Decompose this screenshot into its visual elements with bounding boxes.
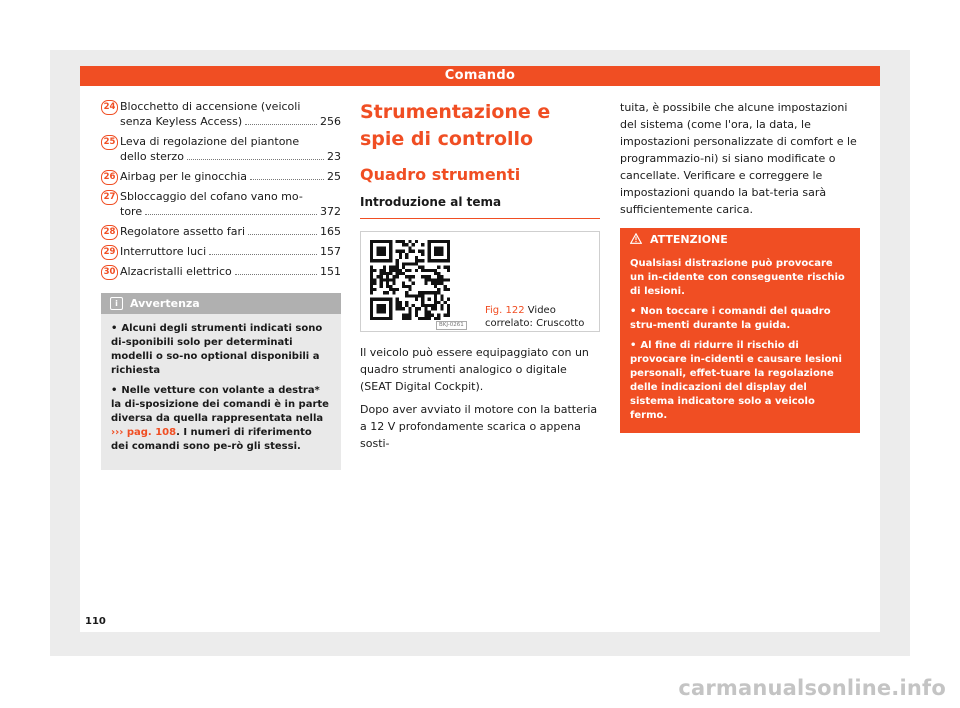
note-title: Avvertenza [130,297,200,310]
legend-item [101,264,341,279]
legend-item [101,189,341,219]
note-body [101,314,341,470]
info-icon: i [110,297,123,310]
legend-page-ref[interactable]: 25 [327,170,341,183]
legend-list [101,99,341,279]
topic-title: Introduzione al tema [360,194,600,219]
callout-number-icon: 29 [101,245,118,260]
qr-code-icon[interactable] [370,240,450,320]
section-title: Strumentazione e spie di controllo [360,101,551,150]
leader-dots [235,274,317,275]
body-paragraph: tuita, è possibile che alcune impostazioni del sistema (come l'ora, la data, le impostazioni personalizzate di comfort e le programmazio-ni) si siano modificate o cancellate. Verificare e correggere le impostazioni quando la bat-teria sarà sufficientemente carica. [620,101,857,216]
legend-page-ref[interactable]: 23 [327,150,341,163]
legend-text: Regolatore assetto fari [120,225,246,238]
callout-number-icon: 24 [101,100,118,115]
warning-triangle-icon [630,233,642,247]
legend-item [101,169,341,184]
subsection-title: Quadro strumenti [360,165,521,184]
legend-page-ref[interactable]: 157 [320,245,341,258]
warning-text: Qualsiasi distrazione può provocare un in-cidente con conseguente rischio di lesioni. [630,258,845,297]
legend-item [101,224,341,239]
leader-dots [145,214,317,215]
legend-page-ref[interactable]: 151 [320,265,341,278]
callout-number-icon: 30 [101,265,118,280]
figure-caption-text: Video correlato: Cruscotto [485,305,585,329]
legend-text: Alzacristalli elettrico [120,265,232,278]
callout-number-icon: 25 [101,135,118,150]
legend-text: senza Keyless Access) [120,115,243,128]
legend-text: Sbloccaggio del cofano vano mo- [120,190,303,203]
legend-text: Interruttore luci [120,245,207,258]
callout-number-icon: 28 [101,225,118,240]
left-column [101,99,341,470]
watermark: carmanualsonline.info [678,676,946,700]
legend-text: tore [120,205,143,218]
legend-item [101,99,341,129]
leader-dots [245,124,317,125]
note-bullet: • Nelle vetture con volante a destra* la di-sposizione dei comandi è in parte diversa da quella rappresentata nella ››› pag. 108. I numeri di riferimento dei comandi sono pe-rò gli stessi. [111,385,329,452]
leader-dots [248,234,317,235]
legend-item [101,244,341,259]
leader-dots [250,179,324,180]
page-link[interactable]: ››› pag. 108 [111,427,177,438]
callout-number-icon: 27 [101,190,118,205]
middle-column [360,99,600,452]
legend-page-ref[interactable]: 372 [320,205,341,218]
right-column [620,99,860,433]
legend-text: dello sterzo [120,150,184,163]
warning-bullet: • Al fine di ridurre il rischio di provocare in-cidenti e causare lesioni personali, effet-tuare la regolazione delle indicazioni del display del sistema indicatore solo a veicolo fermo. [630,340,842,421]
qr-code-label: BKJ-0261 [436,321,467,330]
warning-box [620,228,860,433]
section-header: Comando [80,66,880,86]
warning-body [620,252,860,433]
callout-number-icon: 26 [101,170,118,185]
figure-box [360,231,600,332]
note-header [101,293,341,314]
legend-page-ref[interactable]: 165 [320,225,341,238]
warning-header [620,228,860,252]
note-box [101,293,341,470]
figure-label: Fig. 122 [485,305,525,316]
legend-text: Blocchetto di accensione (veicoli [120,100,301,113]
leader-dots [209,254,317,255]
legend-item [101,134,341,164]
warning-bullet: • Non toccare i comandi del quadro stru-menti durante la guida. [630,306,831,331]
page-number: 110 [85,616,106,627]
body-paragraph: Dopo aver avviato il motore con la batteria a 12 V profondamente scarica o appena sosti- [360,403,598,450]
warning-title: ATTENZIONE [650,233,728,246]
note-bullet: • Alcuni degli strumenti indicati sono di-sponibili solo per determinati modelli o so-no optional disponibili a richiesta [111,323,323,376]
legend-page-ref[interactable]: 256 [320,115,341,128]
leader-dots [187,159,324,160]
figure-caption [485,304,595,330]
legend-text: Airbag per le ginocchia [120,170,247,183]
body-paragraph: Il veicolo può essere equipaggiato con un quadro strumenti analogico o digitale (SEAT Digital Cockpit). [360,346,589,393]
legend-text: Leva di regolazione del piantone [120,135,300,148]
